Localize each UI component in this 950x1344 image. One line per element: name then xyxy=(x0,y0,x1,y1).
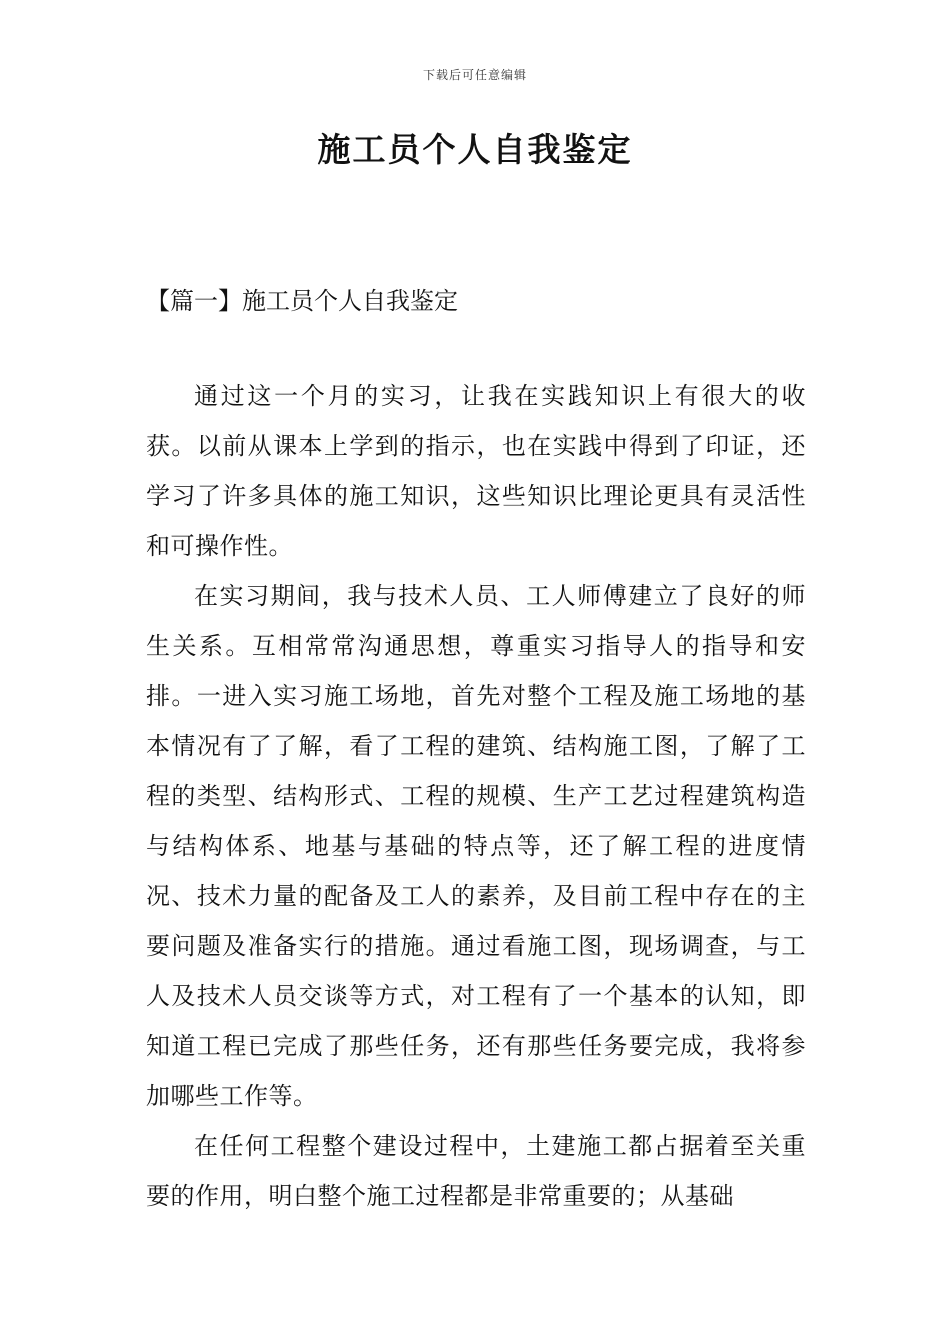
header-note: 下载后可任意编辑 xyxy=(422,68,527,82)
section-heading: 【篇一】施工员个人自我鉴定 xyxy=(146,287,458,315)
paragraph-1: 通过这一个月的实习，让我在实践知识上有很大的收获。以前从课本上学到的指示，也在实践中得到了印证，还学习了许多具体的施工知识，这些知识比理论更具有灵活性和可操作性。 xyxy=(146,382,806,560)
body-text xyxy=(146,371,806,1221)
paragraph-3: 在任何工程整个建设过程中，土建施工都占据着至关重要的作用，明白整个施工过程都是非常重要的；从基础 xyxy=(146,1132,806,1210)
document-title: 施工员个人自我鉴定 xyxy=(317,130,633,169)
paragraph-2: 在实习期间，我与技术人员、工人师傅建立了良好的师生关系。互相常常沟通思想，尊重实习指导人的指导和安排。一进入实习施工场地，首先对整个工程及施工场地的基本情况有了了解，看了工程的建筑、结构施工图，了解了工程的类型、结构形式、工程的规模、生产工艺过程建筑构造与结构体系、地基与基础的特点等，还了解工程的进度情况、技术力量的配备及工人的素养，及目前工程中存在的主要问题及准备实行的措施。通过看施工图，现场调查，与工人及技术人员交谈等方式，对工程有了一个基本的认知，即知道工程已完成了那些任务，还有那些任务要完成，我将参加哪些工作等。 xyxy=(146,582,806,1110)
